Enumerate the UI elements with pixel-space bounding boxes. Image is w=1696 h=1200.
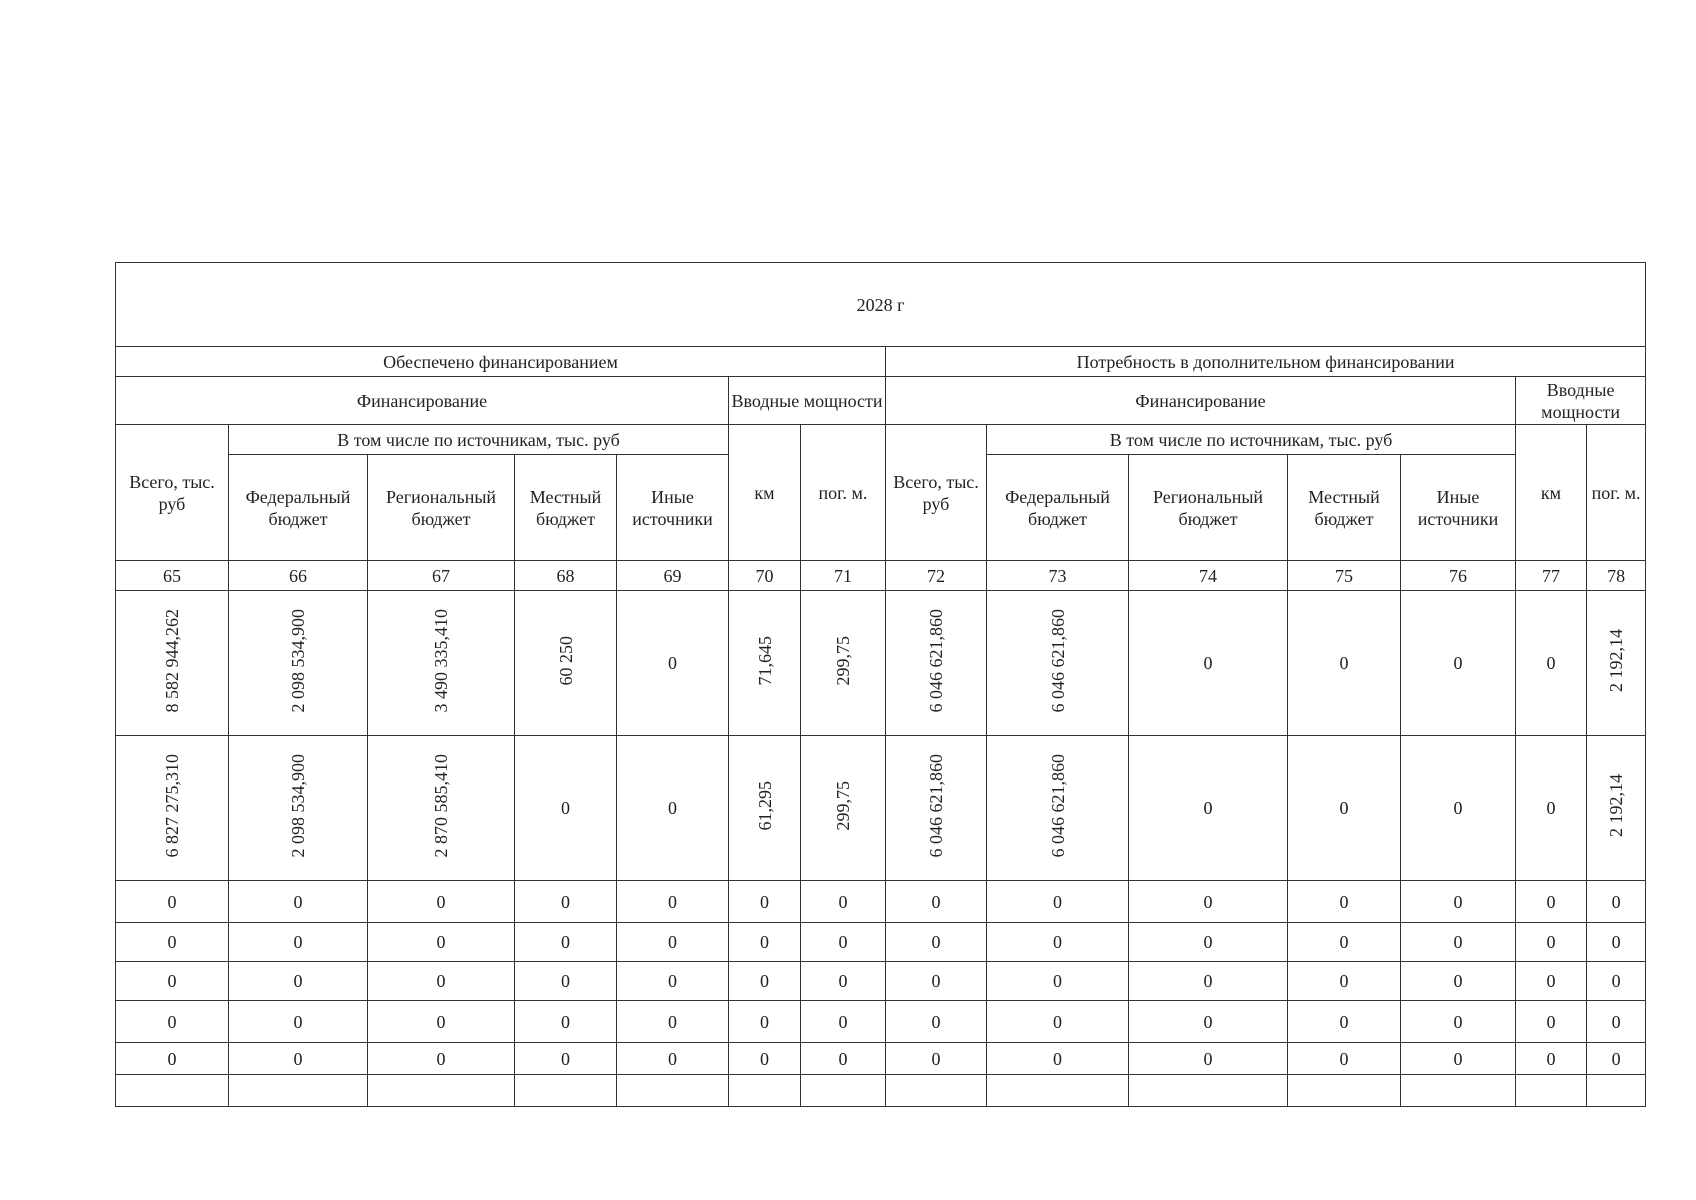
regional-header-needed: Региональный бюджет [1129,455,1288,561]
table-cell: 0 [801,962,886,1001]
table-cell [729,736,801,881]
table-cell [116,736,229,881]
table-row [116,923,1646,962]
federal-header-needed: Федеральный бюджет [987,455,1129,561]
table-cell: 0 [368,1043,515,1075]
table-cell: 0 [229,923,368,962]
total-header-needed: Всего, тыс. руб [886,425,987,561]
local-header-secured: Местный бюджет [515,455,617,561]
table-cell: 0 [886,962,987,1001]
table-cell [515,591,617,736]
sources-header-needed: В том числе по источникам, тыс. руб [987,425,1516,455]
cell-value: 6 046 621,860 [926,608,946,713]
cell-value: 60 250 [555,635,576,686]
table-cell: 0 [1516,923,1587,962]
table-cell [515,1075,617,1107]
table-cell: 0 [1587,1043,1646,1075]
column-number: 67 [368,561,515,591]
table-cell [886,1075,987,1107]
cell-value: 3 490 335,410 [431,608,451,713]
sources-header-secured: В том числе по источникам, тыс. руб [229,425,729,455]
table-cell: 0 [1401,591,1516,736]
table-cell: 0 [617,881,729,923]
cell-value: 6 046 621,860 [1047,753,1068,858]
table-cell: 0 [1288,962,1401,1001]
table-cell [368,736,515,881]
table-cell: 0 [1129,736,1288,881]
table-cell: 0 [1401,736,1516,881]
table-cell: 0 [368,962,515,1001]
table-cell: 0 [1401,923,1516,962]
table-cell: 0 [987,1001,1129,1043]
cell-value: 2 192,14 [1606,629,1627,692]
group-header-row [116,347,1646,377]
table-cell: 0 [1129,962,1288,1001]
table-cell [886,736,987,881]
table-cell [229,736,368,881]
financing-header-secured: Финансирование [116,377,729,425]
table-cell: 0 [987,1043,1129,1075]
column-number: 68 [515,561,617,591]
column-number: 77 [1516,561,1587,591]
table-cell: 0 [515,962,617,1001]
table-cell [801,1075,886,1107]
sources-header-row [116,425,1646,455]
table-cell: 0 [1129,881,1288,923]
table-cell: 0 [617,1001,729,1043]
financing-table [115,262,1646,1107]
table-cell: 0 [515,1001,617,1043]
table-cell [1587,1075,1646,1107]
table-cell [116,591,229,736]
column-number: 70 [729,561,801,591]
table-row [116,736,1646,881]
km-header-needed: км [1516,425,1587,561]
regional-header-secured: Региональный бюджет [368,455,515,561]
table-cell [229,591,368,736]
cell-value: 6 046 621,860 [926,753,946,858]
table-cell [1129,1075,1288,1107]
table-cell: 0 [801,881,886,923]
pog-header-secured: пог. м. [801,425,886,561]
table-cell: 0 [729,962,801,1001]
column-number: 72 [886,561,987,591]
table-cell: 0 [515,881,617,923]
table-cell [729,1075,801,1107]
table-cell: 0 [1516,736,1587,881]
table-cell: 0 [801,1001,886,1043]
table-cell: 0 [617,962,729,1001]
table-cell [1587,591,1646,736]
table-cell: 0 [987,881,1129,923]
table-cell: 0 [368,881,515,923]
table-cell: 0 [1401,1043,1516,1075]
table-cell [801,591,886,736]
table-cell: 0 [1516,881,1587,923]
cell-value: 6 046 621,860 [1047,608,1068,713]
table-row [116,962,1646,1001]
additional-funding-header: Потребность в дополнительном финансировании [886,347,1646,377]
table-cell [229,1075,368,1107]
table-row [116,881,1646,923]
cell-value: 299,75 [833,635,853,686]
local-header-needed: Местный бюджет [1288,455,1401,561]
column-number: 76 [1401,561,1516,591]
table-cell: 0 [1288,591,1401,736]
table-cell: 0 [987,923,1129,962]
table-cell: 0 [1516,591,1587,736]
table-cell [1516,1075,1587,1107]
table-cell [368,1075,515,1107]
table-cell [116,1075,229,1107]
column-number: 66 [229,561,368,591]
table-cell: 0 [116,923,229,962]
cell-value: 2 870 585,410 [431,753,451,858]
cell-value: 2 098 534,900 [288,608,308,713]
cell-value: 6 827 275,310 [162,753,182,858]
table-cell: 0 [886,923,987,962]
table-cell: 0 [1587,962,1646,1001]
column-number: 69 [617,561,729,591]
table-cell: 0 [617,736,729,881]
table-cell: 0 [801,923,886,962]
table-cell: 0 [801,1043,886,1075]
table-cell: 0 [1401,881,1516,923]
table-cell: 0 [1288,736,1401,881]
year-title: 2028 г [116,263,1646,347]
cell-value: 2 098 534,900 [288,753,308,858]
table-cell: 0 [229,881,368,923]
column-number: 74 [1129,561,1288,591]
secured-funding-header: Обеспечено финансированием [116,347,886,377]
table-cell: 0 [1516,1001,1587,1043]
table-cell: 0 [617,591,729,736]
table-cell [801,736,886,881]
table-cell [987,591,1129,736]
table-cell: 0 [1288,881,1401,923]
table-cell: 0 [229,962,368,1001]
table-cell: 0 [729,923,801,962]
capacity-header-needed: Вводные мощности [1516,377,1646,425]
financing-header-needed: Финансирование [886,377,1516,425]
table-cell: 0 [729,1001,801,1043]
table-cell: 0 [886,881,987,923]
table-cell: 0 [886,1043,987,1075]
table-cell: 0 [1516,1043,1587,1075]
table-row [116,1075,1646,1107]
table-cell [729,591,801,736]
table-cell [987,1075,1129,1107]
cell-value: 299,75 [833,780,853,831]
table-row [116,1043,1646,1075]
table-cell: 0 [617,923,729,962]
table-cell [368,591,515,736]
table-cell [1401,1075,1516,1107]
table-cell: 0 [1129,591,1288,736]
table-cell: 0 [1129,1001,1288,1043]
table-cell: 0 [617,1043,729,1075]
other-header-needed: Иные источники [1401,455,1516,561]
table-cell: 0 [1401,962,1516,1001]
table-cell: 0 [987,962,1129,1001]
table-cell: 0 [729,881,801,923]
cell-value: 61,295 [754,780,775,831]
table-cell: 0 [368,1001,515,1043]
table-cell: 0 [1401,1001,1516,1043]
table-cell: 0 [1288,1001,1401,1043]
table-cell [987,736,1129,881]
table-cell: 0 [368,923,515,962]
cell-value: 2 192,14 [1606,774,1627,837]
table-cell: 0 [229,1043,368,1075]
table-cell: 0 [515,1043,617,1075]
table-row [116,1001,1646,1043]
table-cell: 0 [1288,1043,1401,1075]
table-cell: 0 [729,1043,801,1075]
subgroup-header-row [116,377,1646,425]
column-number: 71 [801,561,886,591]
total-header-secured: Всего, тыс. руб [116,425,229,561]
table-cell: 0 [1587,881,1646,923]
cell-value: 8 582 944,262 [162,608,182,713]
table-cell: 0 [229,1001,368,1043]
other-header-secured: Иные источники [617,455,729,561]
federal-header-secured: Федеральный бюджет [229,455,368,561]
table-cell: 0 [116,1001,229,1043]
column-number-row [116,561,1646,591]
table-cell: 0 [1587,923,1646,962]
table-cell [886,591,987,736]
table-cell: 0 [116,881,229,923]
table-cell [1288,1075,1401,1107]
km-header-secured: км [729,425,801,561]
table-cell: 0 [1129,1043,1288,1075]
column-number: 78 [1587,561,1646,591]
table-cell: 0 [1288,923,1401,962]
table-cell [1587,736,1646,881]
table-cell: 0 [1587,1001,1646,1043]
year-header-row [116,263,1646,347]
cell-value: 71,645 [754,635,775,686]
capacity-header-secured: Вводные мощности [729,377,886,425]
column-number: 73 [987,561,1129,591]
table-cell: 0 [116,962,229,1001]
table-cell: 0 [886,1001,987,1043]
table-cell: 0 [515,736,617,881]
table-cell: 0 [116,1043,229,1075]
pog-header-needed: пог. м. [1587,425,1646,561]
table-cell [617,1075,729,1107]
column-number: 75 [1288,561,1401,591]
table-cell: 0 [1129,923,1288,962]
table-cell: 0 [1516,962,1587,1001]
table-row [116,591,1646,736]
table-cell: 0 [515,923,617,962]
column-number: 65 [116,561,229,591]
